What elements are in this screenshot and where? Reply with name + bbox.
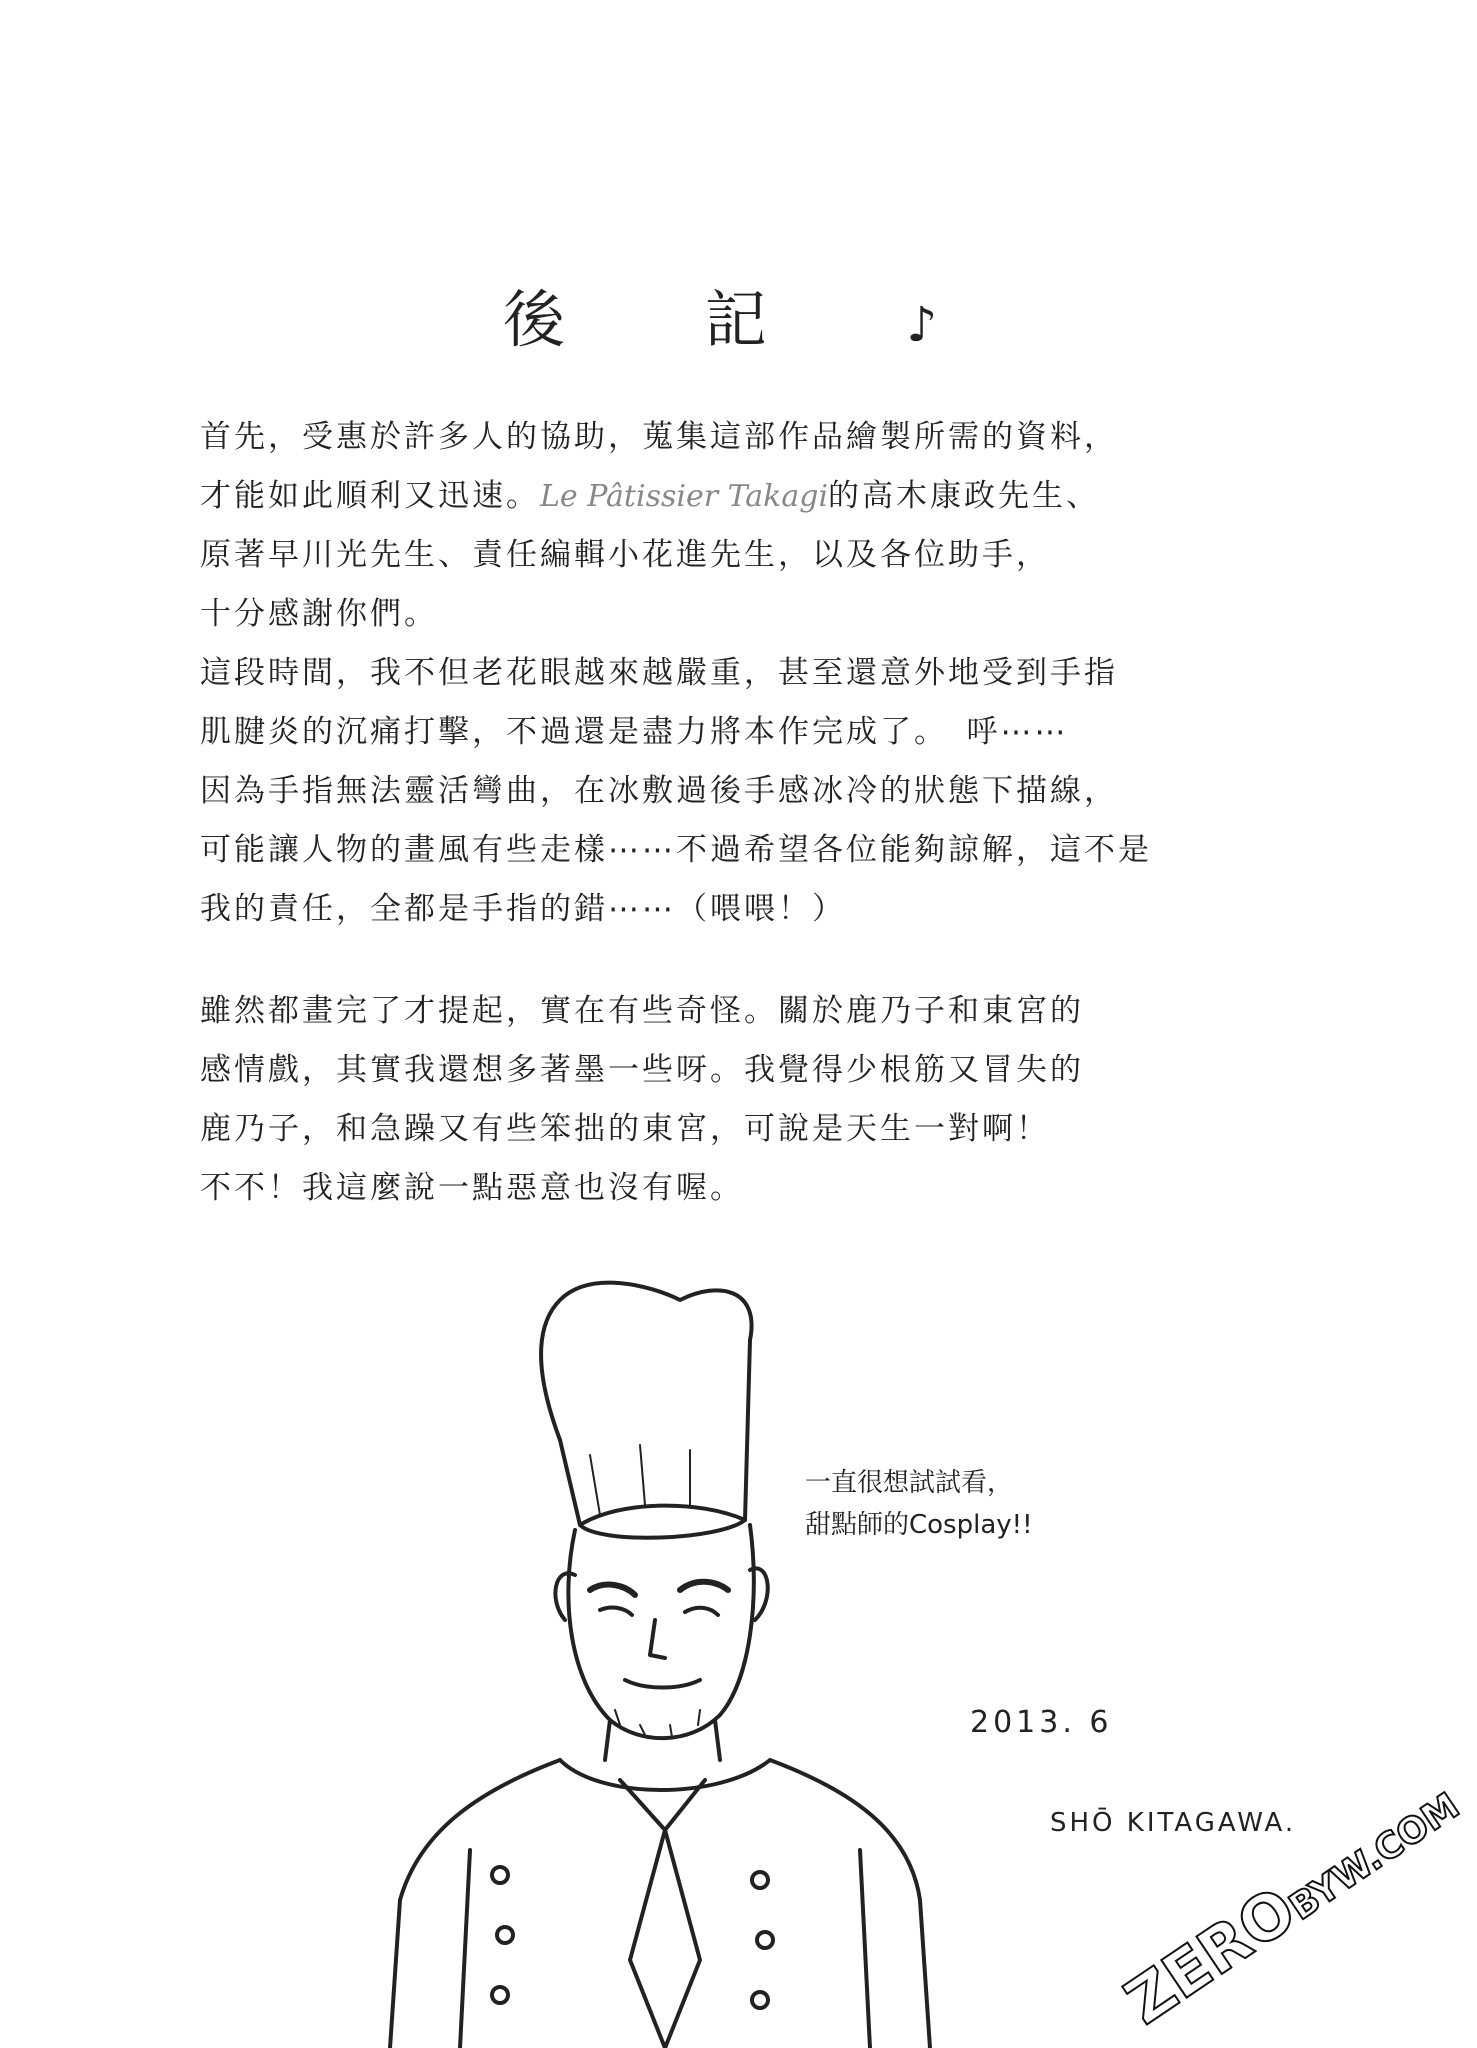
speech-text [805,1462,1033,1546]
text-line: 才能如此順利又迅速。Le Pâtissier Takagi的高木康政先生、 [200,478,1101,514]
date: 2013. 6 [970,1705,1113,1740]
text-line: 不不！我這麼說一點惡意也沒有喔。 [200,1170,744,1206]
text-line: 原著早川光先生、責任編輯小花進先生，以及各位助手， [200,537,1050,573]
title-text: 後 記 [502,283,827,356]
watermark-big: ZERO [1112,1872,1309,2039]
signature: SHŌ KITAGAWA. [1050,1808,1297,1838]
book-title: Le Pâtissier Takagi [540,479,829,514]
speech-line: 一直很想試試看， [805,1468,1014,1498]
text-line: 十分感謝你們。 [200,596,438,632]
text-line: 這段時間，我不但老花眼越來越嚴重，甚至還意外地受到手指 [200,655,1118,691]
text-line: 可能讓人物的畫風有些走樣⋯⋯不過希望各位能夠諒解，這不是 [200,832,1152,868]
text-line: 肌腱炎的沉痛打擊，不過還是盡力將本作完成了。 呼⋯⋯ [200,714,1069,750]
music-note-icon: ♪ [906,297,938,353]
text-line: 因為手指無法靈活彎曲，在冰敷過後手感冰冷的狀態下描線， [200,773,1118,809]
text-line: 鹿乃子，和急躁又有些笨拙的東宮，可說是天生一對啊！ [200,1111,1050,1147]
speech-line: 甜點師的Cosplay!! [805,1510,1033,1540]
text-line: 雖然都畫完了才提起，實在有些奇怪。關於鹿乃子和東宮的 [200,993,1084,1029]
text-line: 感情戲，其實我還想多著墨一些呀。我覺得少根筋又冒失的 [200,1052,1084,1088]
text-line: 首先，受惠於許多人的協助，蒐集這部作品繪製所需的資料， [200,419,1118,455]
text-line: 我的責任，全都是手指的錯⋯⋯（喂喂！） [200,891,846,927]
watermark-small: BYW.COM [1282,1785,1467,1929]
